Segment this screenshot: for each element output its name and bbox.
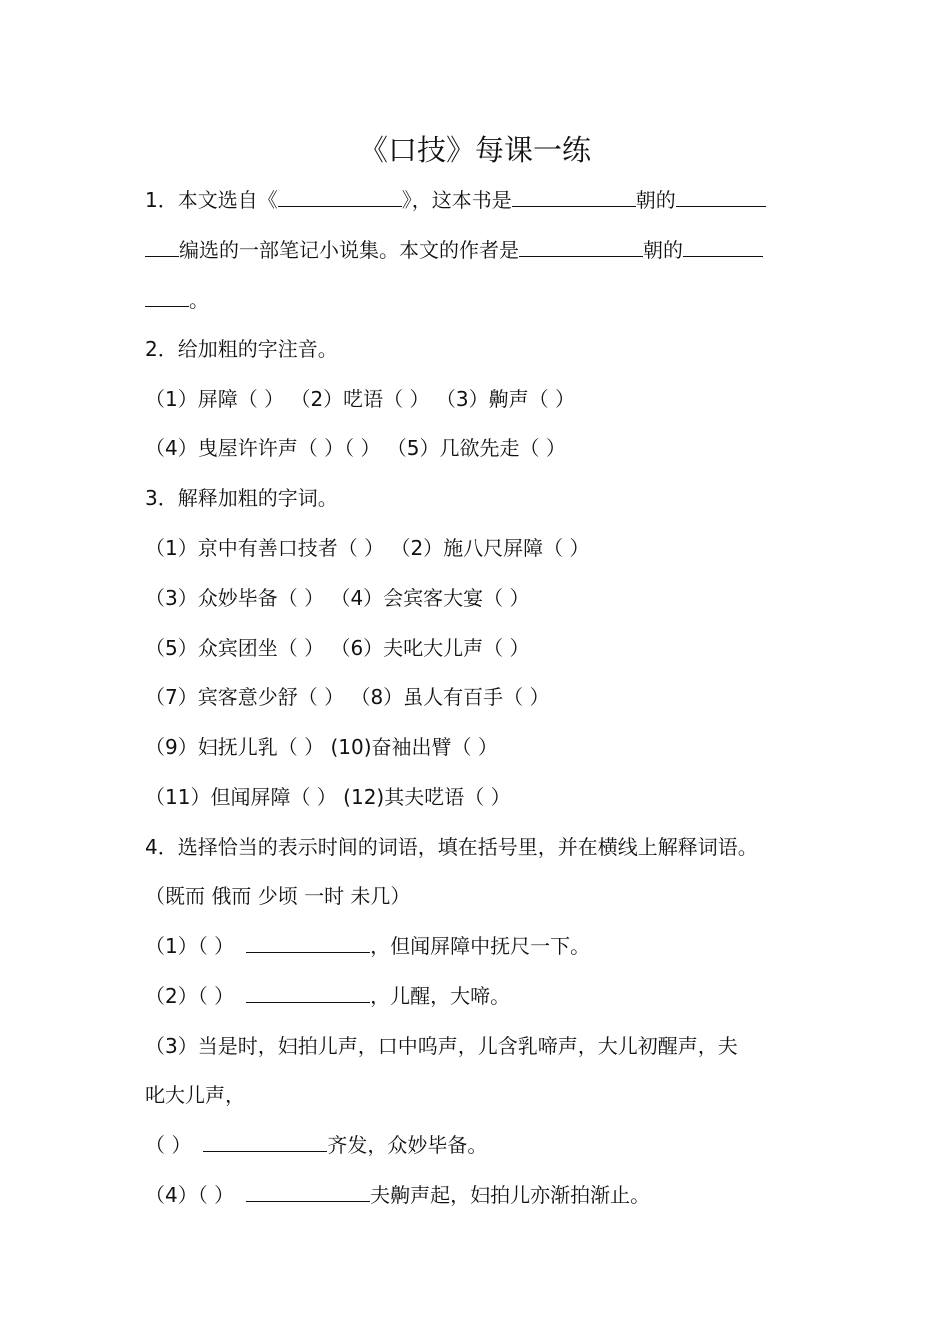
q2-row-2: （4）曳屋许许声（ ）（ ） （5）几欲先走（ ） xyxy=(145,436,566,460)
q4-item-2-blank[interactable] xyxy=(246,1001,370,1003)
q1-blank-author-dynasty[interactable] xyxy=(519,255,643,257)
page-title: 《口技》每课一练 xyxy=(358,133,591,167)
q3-row-1: （1）京中有善口技者（ ） （2）施八尺屏障（ ） xyxy=(145,536,590,560)
q1-text-a: 1．本文选自《 xyxy=(145,188,278,212)
q4-item-1 xyxy=(145,926,590,966)
q1-blank-editor-2[interactable] xyxy=(145,255,179,257)
q1-blank-dynasty[interactable] xyxy=(512,205,636,207)
q1-text-b: 》，这本书是 xyxy=(401,188,512,212)
q4-item-3-line-3 xyxy=(145,1125,487,1165)
q1-text-c: 朝的 xyxy=(635,188,676,212)
q4-item-2-suffix: ，儿醒，大啼。 xyxy=(370,984,511,1008)
q4-item-3-line-1: （3）当是时，妇拍儿声，口中呜声，儿含乳啼声，大儿初醒声，夫 xyxy=(145,1034,738,1058)
q4-item-4 xyxy=(145,1175,650,1215)
q4-options: （既而 俄而 少顷 一时 未几） xyxy=(145,884,411,908)
q4-item-4-prefix: （4）（ ） xyxy=(145,1183,235,1207)
q4-item-1-prefix: （1）（ ） xyxy=(145,934,235,958)
q4-item-1-blank[interactable] xyxy=(246,951,370,953)
q3-row-4: （7）宾客意少舒（ ） （8）虽人有百手（ ） xyxy=(145,685,550,709)
q4-item-1-suffix: ，但闻屏障中抚尺一下。 xyxy=(370,934,591,958)
q4-item-4-blank[interactable] xyxy=(246,1200,370,1202)
q1-line-1 xyxy=(145,180,766,220)
q4-item-3-line-2: 叱大儿声， xyxy=(145,1083,245,1107)
q1-text-d: 编选的一部笔记小说集。本文的作者是 xyxy=(179,238,519,262)
q1-text-e: 朝的 xyxy=(643,238,683,262)
q1-blank-book[interactable] xyxy=(278,205,402,207)
q1-blank-editor-1[interactable] xyxy=(676,205,766,207)
q1-line-3 xyxy=(145,280,209,320)
q4-item-3-blank[interactable] xyxy=(203,1150,327,1152)
q4-item-3-prefix: （ ） xyxy=(145,1133,192,1157)
q4-item-2-prefix: （2）（ ） xyxy=(145,984,235,1008)
q3-row-2: （3）众妙毕备（ ） （4）会宾客大宴（ ） xyxy=(145,586,530,610)
q4-item-3-suffix: 齐发，众妙毕备。 xyxy=(327,1133,488,1157)
q3-heading: 3．解释加粗的字词。 xyxy=(145,486,338,510)
q2-row-1: （1）屏障（ ） （2）呓语（ ） （3）齁声（ ） xyxy=(145,387,575,411)
q2-heading: 2．给加粗的字注音。 xyxy=(145,337,338,361)
q4-heading: 4．选择恰当的表示时间的词语，填在括号里，并在横线上解释词语。 xyxy=(145,835,758,859)
q4-item-4-suffix: 夫齁声起，妇拍儿亦渐拍渐止。 xyxy=(370,1183,651,1207)
q3-row-6: （11）但闻屏障（ ） (12)其夫呓语（ ） xyxy=(145,785,511,809)
q1-text-f: 。 xyxy=(189,288,209,312)
q1-line-2 xyxy=(145,230,763,270)
q3-row-3: （5）众宾团坐（ ） （6）夫叱大儿声（ ） xyxy=(145,636,530,660)
q1-blank-author-1[interactable] xyxy=(683,255,763,257)
q3-row-5: （9）妇抚儿乳（ ） (10)奋袖出臂（ ） xyxy=(145,735,498,759)
q4-item-2 xyxy=(145,976,510,1016)
q1-blank-author-2[interactable] xyxy=(145,305,189,307)
